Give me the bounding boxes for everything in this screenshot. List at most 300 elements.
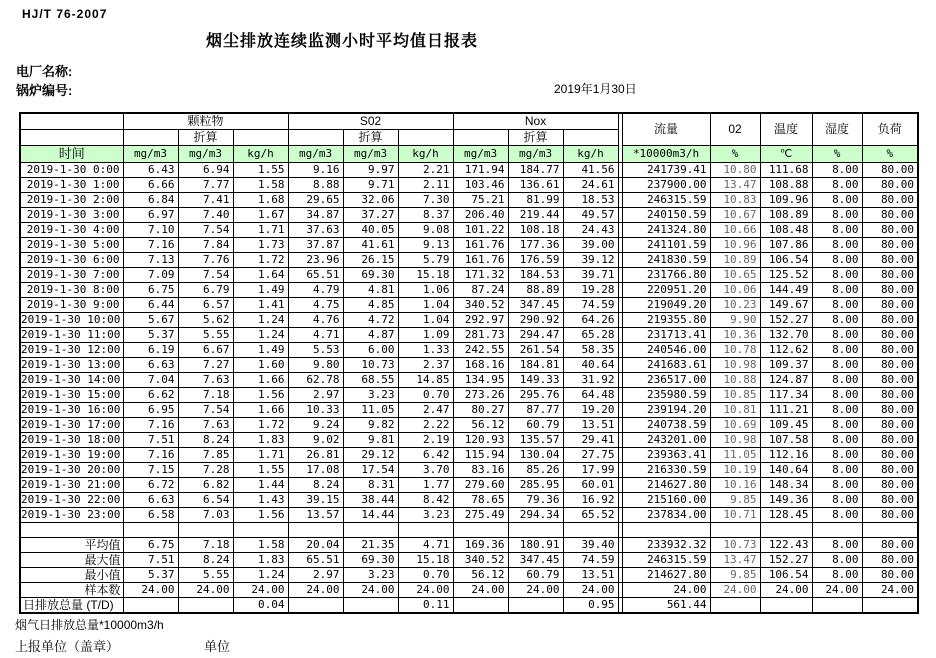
summary-value: 24.00 (710, 583, 760, 598)
value-cell: 10.06 (710, 283, 760, 298)
nox-converted-header: 折算 (508, 130, 563, 146)
value-cell: 1.67 (233, 208, 288, 223)
time-cell: 2019-1-30 11:00 (20, 328, 123, 343)
value-cell: 5.37 (123, 328, 178, 343)
empty-cell (343, 523, 398, 538)
unit-cell: mg/m3 (508, 146, 563, 163)
time-cell: 2019-1-30 13:00 (20, 358, 123, 373)
value-cell: 152.27 (760, 313, 812, 328)
value-cell: 19.28 (563, 283, 618, 298)
value-cell: 111.68 (760, 163, 812, 178)
value-cell: 241101.59 (622, 238, 710, 253)
summary-row (20, 583, 918, 598)
load-header: 负荷 (862, 113, 918, 146)
value-cell: 219.44 (508, 208, 563, 223)
summary-value: 5.55 (178, 568, 233, 583)
value-cell: 1.72 (233, 253, 288, 268)
value-cell: 161.76 (453, 253, 508, 268)
value-cell: 148.34 (760, 478, 812, 493)
summary-value: 24.00 (233, 583, 288, 598)
summary-value: 80.00 (862, 568, 918, 583)
value-cell: 340.52 (453, 298, 508, 313)
value-cell: 11.05 (343, 403, 398, 418)
value-cell: 108.48 (760, 223, 812, 238)
value-cell: 87.77 (508, 403, 563, 418)
value-cell: 1.33 (398, 343, 453, 358)
summary-value: 13.47 (710, 553, 760, 568)
blank-cell (288, 130, 343, 146)
value-cell: 239194.20 (622, 403, 710, 418)
blank-cell (453, 130, 508, 146)
value-cell: 29.41 (563, 433, 618, 448)
data-rows (20, 163, 918, 614)
value-cell: 1.68 (233, 193, 288, 208)
value-cell: 80.00 (862, 223, 918, 238)
unit-cell: *10000m3/h (622, 146, 710, 163)
table-row (20, 283, 918, 298)
empty-cell (178, 523, 233, 538)
summary-value: 6.75 (123, 538, 178, 553)
value-cell: 8.00 (812, 253, 862, 268)
value-cell: 8.00 (812, 208, 862, 223)
value-cell: 9.90 (710, 313, 760, 328)
value-cell: 80.00 (862, 298, 918, 313)
table-row (20, 208, 918, 223)
value-cell: 8.88 (288, 178, 343, 193)
time-cell: 2019-1-30 21:00 (20, 478, 123, 493)
value-cell: 6.95 (123, 403, 178, 418)
summary-value: 347.45 (508, 553, 563, 568)
value-cell: 10.33 (288, 403, 343, 418)
value-cell: 80.00 (862, 283, 918, 298)
summary-value: 65.51 (288, 553, 343, 568)
value-cell: 85.26 (508, 463, 563, 478)
value-cell: 3.23 (398, 508, 453, 523)
value-cell: 4.81 (343, 283, 398, 298)
value-cell: 246315.59 (622, 193, 710, 208)
value-cell: 9.08 (398, 223, 453, 238)
summary-value: 5.37 (123, 568, 178, 583)
summary-label: 最小值 (20, 568, 123, 583)
unit-cell: mg/m3 (453, 146, 508, 163)
time-cell: 2019-1-30 6:00 (20, 253, 123, 268)
value-cell: 17.54 (343, 463, 398, 478)
value-cell: 19.20 (563, 403, 618, 418)
value-cell: 15.18 (398, 268, 453, 283)
time-cell: 2019-1-30 20:00 (20, 463, 123, 478)
summary-value: 24.00 (812, 583, 862, 598)
summary-value: 7.18 (178, 538, 233, 553)
value-cell: 117.34 (760, 388, 812, 403)
value-cell: 6.44 (123, 298, 178, 313)
table-row (20, 253, 918, 268)
value-cell: 27.75 (563, 448, 618, 463)
value-cell: 239363.41 (622, 448, 710, 463)
summary-value: 0.70 (398, 568, 453, 583)
value-cell: 219355.80 (622, 313, 710, 328)
value-cell: 31.92 (563, 373, 618, 388)
value-cell: 80.00 (862, 418, 918, 433)
time-cell: 2019-1-30 2:00 (20, 193, 123, 208)
value-cell: 1.04 (398, 313, 453, 328)
value-cell: 7.16 (123, 418, 178, 433)
value-cell: 8.00 (812, 448, 862, 463)
report-table-wrap (19, 112, 919, 614)
value-cell: 8.00 (812, 238, 862, 253)
value-cell: 231713.41 (622, 328, 710, 343)
value-cell: 4.72 (343, 313, 398, 328)
value-cell: 7.77 (178, 178, 233, 193)
value-cell: 10.71 (710, 508, 760, 523)
summary-value: 24.00 (398, 583, 453, 598)
humidity-header: 湿度 (812, 113, 862, 146)
value-cell: 60.01 (563, 478, 618, 493)
value-cell: 9.71 (343, 178, 398, 193)
standard-code: HJ/T 76-2007 (22, 7, 108, 21)
value-cell: 10.73 (343, 358, 398, 373)
value-cell: 107.58 (760, 433, 812, 448)
value-cell: 107.86 (760, 238, 812, 253)
value-cell: 8.00 (812, 493, 862, 508)
table-row (20, 298, 918, 313)
time-cell: 2019-1-30 15:00 (20, 388, 123, 403)
value-cell: 8.00 (812, 283, 862, 298)
value-cell: 37.63 (288, 223, 343, 238)
value-cell: 8.00 (812, 478, 862, 493)
summary-value: 7.51 (123, 553, 178, 568)
summary-label: 最大值 (20, 553, 123, 568)
value-cell: 17.08 (288, 463, 343, 478)
value-cell: 75.21 (453, 193, 508, 208)
value-cell: 125.52 (760, 268, 812, 283)
value-cell: 10.80 (710, 163, 760, 178)
value-cell: 80.00 (862, 478, 918, 493)
value-cell: 83.16 (453, 463, 508, 478)
value-cell: 6.82 (178, 478, 233, 493)
summary-value: 24.00 (288, 583, 343, 598)
value-cell: 6.84 (123, 193, 178, 208)
value-cell: 130.04 (508, 448, 563, 463)
value-cell: 347.45 (508, 298, 563, 313)
unit-cell: kg/h (563, 146, 618, 163)
value-cell: 80.00 (862, 493, 918, 508)
empty-cell (862, 523, 918, 538)
value-cell: 135.57 (508, 433, 563, 448)
value-cell: 3.23 (343, 388, 398, 403)
value-cell: 171.94 (453, 163, 508, 178)
summary-value: 152.27 (760, 553, 812, 568)
value-cell: 273.26 (453, 388, 508, 403)
table-row (20, 508, 918, 523)
value-cell: 2.21 (398, 163, 453, 178)
value-cell: 236517.00 (622, 373, 710, 388)
value-cell: 10.16 (710, 478, 760, 493)
table-row (20, 388, 918, 403)
boiler-number-label: 锅炉编号: (16, 83, 73, 98)
value-cell: 62.78 (288, 373, 343, 388)
value-cell: 237900.00 (622, 178, 710, 193)
value-cell: 241830.59 (622, 253, 710, 268)
value-cell: 80.00 (862, 268, 918, 283)
value-cell: 10.78 (710, 343, 760, 358)
value-cell: 9.81 (343, 433, 398, 448)
value-cell: 80.00 (862, 193, 918, 208)
value-cell: 214627.80 (622, 478, 710, 493)
value-cell: 206.40 (453, 208, 508, 223)
value-cell: 7.30 (398, 193, 453, 208)
summary-value: 24.00 (508, 583, 563, 598)
value-cell: 219049.20 (622, 298, 710, 313)
value-cell: 1.04 (398, 298, 453, 313)
flow-header: 流量 (622, 113, 710, 146)
value-cell: 7.09 (123, 268, 178, 283)
value-cell: 13.47 (710, 178, 760, 193)
summary-value: 24.00 (178, 583, 233, 598)
empty-cell (288, 523, 343, 538)
value-cell: 240150.59 (622, 208, 710, 223)
value-cell: 7.13 (123, 253, 178, 268)
summary-label: 样本数 (20, 583, 123, 598)
value-cell: 103.46 (453, 178, 508, 193)
value-cell: 7.15 (123, 463, 178, 478)
value-cell: 8.24 (288, 478, 343, 493)
value-cell: 23.96 (288, 253, 343, 268)
daily-total-value: 0.04 (233, 598, 288, 614)
table-row (20, 493, 918, 508)
value-cell: 6.42 (398, 448, 453, 463)
unit-cell: mg/m3 (343, 146, 398, 163)
value-cell: 1.71 (233, 448, 288, 463)
value-cell: 29.65 (288, 193, 343, 208)
value-cell: 6.66 (123, 178, 178, 193)
value-cell: 6.75 (123, 283, 178, 298)
value-cell: 6.79 (178, 283, 233, 298)
value-cell: 294.34 (508, 508, 563, 523)
value-cell: 4.75 (288, 298, 343, 313)
blank-cell (563, 130, 618, 146)
value-cell: 242.55 (453, 343, 508, 358)
unit-label: 单位 (204, 639, 231, 654)
value-cell: 108.89 (760, 208, 812, 223)
value-cell: 8.00 (812, 358, 862, 373)
unit-cell: kg/h (398, 146, 453, 163)
value-cell: 56.12 (453, 418, 508, 433)
value-cell: 8.00 (812, 193, 862, 208)
summary-value: 24.00 (760, 583, 812, 598)
empty-cell (20, 523, 123, 538)
value-cell: 24.61 (563, 178, 618, 193)
value-cell: 26.81 (288, 448, 343, 463)
daily-total-value (343, 598, 398, 614)
value-cell: 8.00 (812, 178, 862, 193)
value-cell: 9.02 (288, 433, 343, 448)
value-cell: 128.45 (760, 508, 812, 523)
value-cell: 2.22 (398, 418, 453, 433)
value-cell: 7.03 (178, 508, 233, 523)
summary-value: 233932.32 (622, 538, 710, 553)
value-cell: 6.72 (123, 478, 178, 493)
value-cell: 1.55 (233, 163, 288, 178)
value-cell: 9.13 (398, 238, 453, 253)
value-cell: 5.67 (123, 313, 178, 328)
value-cell: 37.87 (288, 238, 343, 253)
value-cell: 7.41 (178, 193, 233, 208)
value-cell: 16.92 (563, 493, 618, 508)
empty-cell (233, 523, 288, 538)
empty-cell (563, 523, 618, 538)
table-row (20, 313, 918, 328)
value-cell: 184.53 (508, 268, 563, 283)
daily-total-value (508, 598, 563, 614)
unit-cell: % (862, 146, 918, 163)
summary-value: 80.00 (862, 538, 918, 553)
unit-cell: mg/m3 (123, 146, 178, 163)
summary-row (20, 538, 918, 553)
value-cell: 10.36 (710, 328, 760, 343)
value-cell: 295.76 (508, 388, 563, 403)
value-cell: 120.93 (453, 433, 508, 448)
value-cell: 1.77 (398, 478, 453, 493)
value-cell: 1.66 (233, 403, 288, 418)
value-cell: 49.57 (563, 208, 618, 223)
summary-row (20, 553, 918, 568)
nox-group-header: Nox (453, 113, 618, 130)
time-cell: 2019-1-30 4:00 (20, 223, 123, 238)
time-cell: 2019-1-30 17:00 (20, 418, 123, 433)
temp-header: 温度 (760, 113, 812, 146)
summary-value: 24.00 (123, 583, 178, 598)
empty-cell (622, 523, 710, 538)
value-cell: 7.63 (178, 418, 233, 433)
value-cell: 80.00 (862, 373, 918, 388)
value-cell: 80.00 (862, 163, 918, 178)
value-cell: 6.62 (123, 388, 178, 403)
value-cell: 80.00 (862, 253, 918, 268)
value-cell: 144.49 (760, 283, 812, 298)
value-cell: 8.00 (812, 388, 862, 403)
value-cell: 8.00 (812, 403, 862, 418)
value-cell: 78.65 (453, 493, 508, 508)
value-cell: 8.00 (812, 343, 862, 358)
daily-total-value (710, 598, 760, 614)
value-cell: 8.00 (812, 463, 862, 478)
value-cell: 7.54 (178, 403, 233, 418)
value-cell: 8.24 (178, 433, 233, 448)
flue-gas-total-note: 烟气日排放总量*10000m3/h (15, 618, 164, 632)
page-title: 烟尘排放连续监测小时平均值日报表 (206, 33, 479, 50)
time-cell: 2019-1-30 12:00 (20, 343, 123, 358)
value-cell: 80.00 (862, 238, 918, 253)
value-cell: 74.59 (563, 298, 618, 313)
summary-value: 20.04 (288, 538, 343, 553)
value-cell: 80.00 (862, 388, 918, 403)
value-cell: 9.80 (288, 358, 343, 373)
value-cell: 80.00 (862, 208, 918, 223)
value-cell: 8.00 (812, 163, 862, 178)
summary-value: 122.43 (760, 538, 812, 553)
value-cell: 13.51 (563, 418, 618, 433)
value-cell: 1.66 (233, 373, 288, 388)
daily-total-value (453, 598, 508, 614)
value-cell: 2.47 (398, 403, 453, 418)
value-cell: 1.24 (233, 313, 288, 328)
value-cell: 281.73 (453, 328, 508, 343)
value-cell: 3.70 (398, 463, 453, 478)
value-cell: 8.00 (812, 433, 862, 448)
value-cell: 8.00 (812, 418, 862, 433)
value-cell: 10.23 (710, 298, 760, 313)
value-cell: 58.35 (563, 343, 618, 358)
value-cell: 1.41 (233, 298, 288, 313)
summary-value: 1.24 (233, 568, 288, 583)
value-cell: 235980.59 (622, 388, 710, 403)
value-cell: 6.43 (123, 163, 178, 178)
time-cell: 2019-1-30 14:00 (20, 373, 123, 388)
value-cell: 10.98 (710, 433, 760, 448)
time-cell: 2019-1-30 9:00 (20, 298, 123, 313)
value-cell: 7.10 (123, 223, 178, 238)
value-cell: 1.24 (233, 328, 288, 343)
time-cell: 2019-1-30 10:00 (20, 313, 123, 328)
summary-label: 平均值 (20, 538, 123, 553)
value-cell: 80.00 (862, 343, 918, 358)
value-cell: 4.87 (343, 328, 398, 343)
time-cell: 2019-1-30 3:00 (20, 208, 123, 223)
value-cell: 9.97 (343, 163, 398, 178)
time-cell: 2019-1-30 16:00 (20, 403, 123, 418)
value-cell: 26.15 (343, 253, 398, 268)
value-cell: 65.28 (563, 328, 618, 343)
value-cell: 18.53 (563, 193, 618, 208)
unit-cell: mg/m3 (288, 146, 343, 163)
value-cell: 34.87 (288, 208, 343, 223)
value-cell: 237834.00 (622, 508, 710, 523)
time-cell: 2019-1-30 22:00 (20, 493, 123, 508)
value-cell: 231766.80 (622, 268, 710, 283)
summary-value: 60.79 (508, 568, 563, 583)
value-cell: 240546.00 (622, 343, 710, 358)
summary-value: 9.85 (710, 568, 760, 583)
daily-total-value (288, 598, 343, 614)
daily-total-value (178, 598, 233, 614)
value-cell: 10.83 (710, 193, 760, 208)
table-row (20, 163, 918, 178)
value-cell: 39.71 (563, 268, 618, 283)
value-cell: 9.24 (288, 418, 343, 433)
value-cell: 80.00 (862, 508, 918, 523)
value-cell: 39.00 (563, 238, 618, 253)
time-cell: 2019-1-30 8:00 (20, 283, 123, 298)
value-cell: 6.54 (178, 493, 233, 508)
time-cell: 2019-1-30 1:00 (20, 178, 123, 193)
value-cell: 4.79 (288, 283, 343, 298)
daily-total-value: 0.95 (563, 598, 618, 614)
value-cell: 109.37 (760, 358, 812, 373)
value-cell: 29.12 (343, 448, 398, 463)
table-row (20, 418, 918, 433)
value-cell: 8.37 (398, 208, 453, 223)
daily-total-label: 日排放总量 (T/D) (20, 598, 123, 614)
value-cell: 80.00 (862, 358, 918, 373)
value-cell: 161.76 (453, 238, 508, 253)
value-cell: 8.00 (812, 313, 862, 328)
value-cell: 1.60 (233, 358, 288, 373)
summary-value: 340.52 (453, 553, 508, 568)
value-cell: 79.36 (508, 493, 563, 508)
summary-row (20, 568, 918, 583)
value-cell: 1.43 (233, 493, 288, 508)
value-cell: 1.49 (233, 283, 288, 298)
